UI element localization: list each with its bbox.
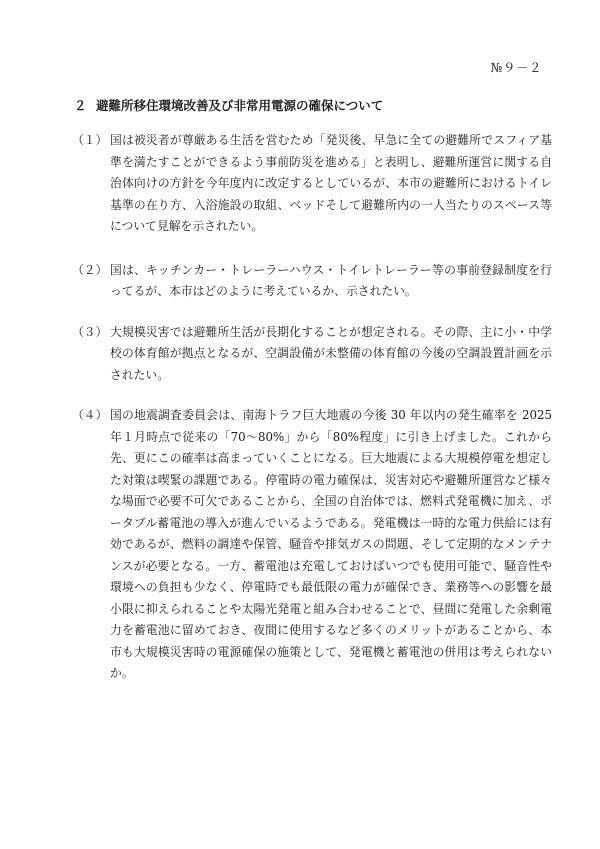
question-label: （４） (72, 408, 108, 422)
section-title: 避難所移住環境改善及び非常用電源の確保について (96, 98, 384, 113)
question-label: （１） (72, 133, 108, 147)
document-number: №９－２ (490, 60, 542, 75)
question-item-1 (72, 130, 552, 238)
question-label: （３） (72, 324, 108, 339)
question-text: 大規模災害では避難所生活が長期化することが想定される。その際、主に小・中学校の体育館が拠点となるが、空調設備が未整備の体育館の今後の空調設置計画を示されたい。 (110, 324, 552, 382)
question-text: 国の地震調査委員会は、南海トラフ巨大地震の今後 30 年以内の発生確率を 2025 年１月時点で従来の「70～80%」から「80%程度」に引き上げました。これから先、更にこの確率は高まっていくことになる。巨大地震による大規模停電を想定した対策は喫緊の課題である。停電時の電力確保は、災害対応や避難所運営など様々な場面で必要不可欠であることから、全国の自治体では、燃料式発電機に加え、ポータブル蓄電池の導入が進んでいるようである。発電機は一時的な電力供給には有効であるが、燃料の調達や保管、騒音や排気ガスの問題、そして定期的なメンテナンスが必要となる。一方、蓄電池は充電しておけばいつでも使用可能で、騒音性や環境への負担も少なく、停電時でも最低限の電力が確保でき、業務等への影響を最小限に抑えられることや太陽光発電と組み合わせることで、昼間に発電した余剰電力を蓄電池に留めておき、夜間に使用するなど多くのメリットがあることから、本市も大規模災害時の電源確保の施策として、発電機と蓄電池の併用は考えられないか。 (110, 408, 552, 680)
section-number: ２ (74, 98, 87, 113)
question-item-3 (72, 322, 552, 387)
question-label: （２） (72, 262, 108, 277)
section-heading (74, 96, 383, 114)
question-list (72, 130, 552, 701)
question-item-2 (72, 260, 552, 303)
question-item-4 (72, 405, 552, 685)
question-text: 国は、キッチンカー・トレーラーハウス・トイレトレーラー等の事前登録制度を行ってるが、本市はどのように考えているか、示されたい。 (110, 262, 552, 298)
question-text: 国は被災者が尊厳ある生活を営むため「発災後、早急に全ての避難所でスフィア基準を満たすことができるよう事前防災を進める」と表明し、避難所運営に関する自治体向けの方針を今年度内に改定するとしているが、本市の避難所におけるトイレ基準の在り方、入浴施設の取組、ベッドそして避難所内の一人当たりのスペース等について見解を示されたい。 (110, 133, 552, 233)
